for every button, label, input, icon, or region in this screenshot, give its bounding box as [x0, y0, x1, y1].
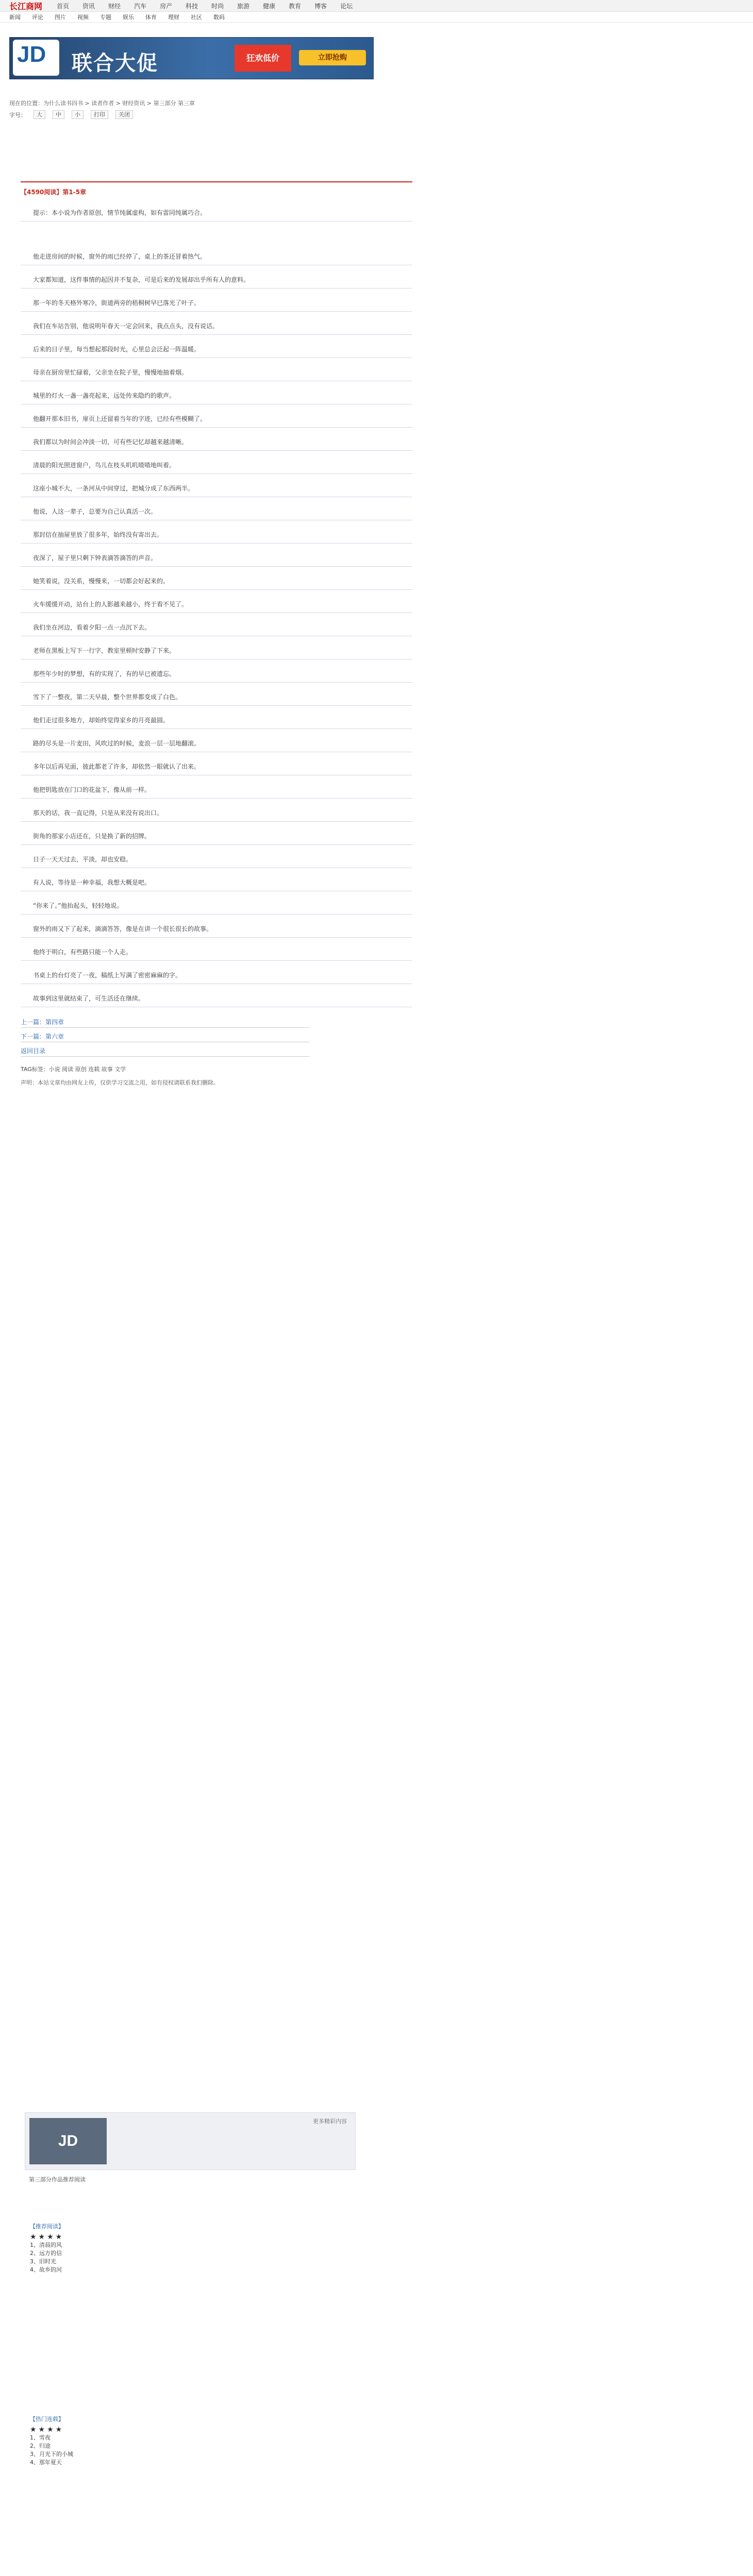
article-paragraph: 他说，人这一辈子，总要为自己认真活一次。	[21, 506, 412, 520]
copyright-notice: 声明：本站文章均由网友上传，仅供学习交流之用，如有侵权请联系我们删除。	[21, 1079, 219, 1086]
article-body	[21, 181, 412, 1088]
font-size-large-button[interactable]: 大	[34, 110, 45, 119]
article-paragraph: 他翻开那本旧书，扉页上还留着当年的字迹，已经有些模糊了。	[21, 414, 412, 428]
list-item[interactable]: 4、那年夏天	[30, 2459, 62, 2466]
subnav-item[interactable]: 体育	[145, 14, 157, 21]
article-paragraph: 他们走过很多地方，却始终觉得家乡的月亮最圆。	[21, 715, 412, 729]
article-paragraph: 城里的灯火一盏一盏亮起来，远处传来隐约的歌声。	[21, 391, 412, 404]
article-paragraph: “你来了。”他抬起头，轻轻地说。	[21, 901, 412, 914]
article-paragraph: 他把钥匙放在门口的花盆下，像从前一样。	[21, 785, 412, 799]
prev-link[interactable]: 上一篇：第四章	[21, 1018, 309, 1028]
subnav-item[interactable]: 专题	[100, 14, 111, 21]
nav-item[interactable]: 教育	[289, 2, 302, 10]
section-title: 【热门连载】	[30, 2416, 64, 2422]
nav-item[interactable]: 博客	[314, 2, 327, 10]
subnav-item[interactable]: 数码	[213, 14, 225, 21]
subnav-item[interactable]: 评论	[32, 14, 43, 21]
site-logo[interactable]: 长江商网	[9, 2, 43, 11]
article-paragraph: 清晨的阳光照进窗户，鸟儿在枝头叽叽喳喳地叫着。	[21, 460, 412, 474]
article-paragraph: 那天的话，我一直记得，只是从来没有说出口。	[21, 808, 412, 822]
promo-banner[interactable]	[9, 37, 374, 79]
second-banner[interactable]	[25, 2112, 356, 2170]
font-size-medium-button[interactable]: 中	[53, 110, 64, 119]
recommend-section	[30, 2415, 483, 2467]
article-paragraph: 我们在车站告别，他说明年春天一定会回来，我点点头，没有说话。	[21, 321, 412, 335]
section-title: 【推荐阅读】	[30, 2223, 64, 2230]
nav-item[interactable]: 资讯	[82, 2, 95, 10]
subnav-item[interactable]: 视频	[77, 14, 89, 21]
prev-next-links	[21, 1018, 412, 1057]
divider	[21, 181, 412, 182]
list-item[interactable]: 4、故乡的河	[30, 2266, 62, 2273]
article-paragraph: 窗外的雨又下了起来，滴滴答答，像是在讲一个很长很长的故事。	[21, 924, 412, 938]
article-paragraph: 书桌上的台灯亮了一夜，稿纸上写满了密密麻麻的字。	[21, 970, 412, 984]
font-size-small-button[interactable]: 小	[72, 110, 83, 119]
toc-link[interactable]: 返回目录	[21, 1046, 309, 1057]
article-paragraph: 火车缓缓开动，站台上的人影越来越小，终于看不见了。	[21, 599, 412, 613]
article-paragraph: 雪下了一整夜，第二天早晨，整个世界都变成了白色。	[21, 692, 412, 706]
article-paragraph: 街角的那家小店还在，只是换了新的招牌。	[21, 831, 412, 845]
article-paragraph: 有人说，等待是一种幸福，我想大概是吧。	[21, 877, 412, 891]
article-paragraph: 那一年的冬天格外寒冷，街道两旁的梧桐树早已落光了叶子。	[21, 298, 412, 312]
sub-nav	[0, 12, 753, 23]
nav-item[interactable]: 房产	[160, 2, 173, 10]
second-subtitle: 第三部分作品推荐阅读	[29, 2176, 86, 2183]
next-link[interactable]: 下一篇：第六章	[21, 1032, 309, 1042]
list-item[interactable]: 1、雪夜	[30, 2434, 51, 2441]
subnav-item[interactable]: 社区	[191, 14, 202, 21]
article-paragraph: 她笑着说，没关系，慢慢来，一切都会好起来的。	[21, 576, 412, 590]
article-paragraph: 夜深了，屋子里只剩下钟表滴答滴答的声音。	[21, 553, 412, 567]
article-paragraph: 那封信在抽屉里放了很多年，始终没有寄出去。	[21, 530, 412, 544]
subnav-item[interactable]: 新闻	[9, 14, 21, 21]
article-paragraph: 路的尽头是一片麦田，风吹过的时候，麦浪一层一层地翻滚。	[21, 738, 412, 752]
article-paragraph: 大家都知道，这件事情的起因并不复杂，可是后来的发展却出乎所有人的意料。	[21, 275, 412, 289]
promo-cta-button[interactable]: 立即抢购	[299, 50, 366, 65]
nav-item[interactable]: 论坛	[340, 2, 353, 10]
nav-item[interactable]: 旅游	[237, 2, 250, 10]
list-item[interactable]: 1、清晨的风	[30, 2242, 62, 2248]
list-item[interactable]: 2、归途	[30, 2443, 51, 2449]
font-size-label: 字号：	[9, 111, 26, 118]
article-paragraph: 这座小城不大，一条河从中间穿过，把城分成了东西两半。	[21, 483, 412, 497]
rating-stars-icon: ★★★★	[30, 2233, 64, 2241]
tag-list[interactable]: TAG标签：小说 阅读 原创 连载 故事 文学	[21, 1066, 126, 1073]
jd-logo: JD	[29, 2118, 107, 2164]
article-paragraph: 母亲在厨房里忙碌着，父亲坐在院子里，慢慢地抽着烟。	[21, 367, 412, 381]
top-nav	[57, 2, 353, 10]
article-paragraph: 他走进房间的时候，窗外的雨已经停了，桌上的茶还冒着热气。	[21, 251, 412, 265]
article-paragraph: 他终于明白，有些路只能一个人走。	[21, 947, 412, 961]
promo-title: 联合大促	[72, 52, 158, 75]
subnav-item[interactable]: 理财	[168, 14, 179, 21]
article-paragraph: 后来的日子里，每当想起那段时光，心里总会泛起一阵温暖。	[21, 344, 412, 358]
subnav-item[interactable]: 娱乐	[123, 14, 134, 21]
list-item[interactable]: 2、远方的信	[30, 2250, 62, 2257]
list-item[interactable]: 3、月光下的小城	[30, 2451, 73, 2458]
article-paragraph: 故事到这里就结束了，可生活还在继续。	[21, 993, 412, 1007]
article-paragraph: 提示：本小说为作者原创，情节纯属虚构，如有雷同纯属巧合。	[21, 208, 412, 222]
article-toolbar	[9, 110, 133, 119]
more-link[interactable]: 更多精彩内容	[313, 2118, 347, 2125]
top-bar	[0, 0, 753, 12]
print-button[interactable]: 打印	[91, 110, 108, 119]
promo-badge: 狂欢低价	[235, 45, 291, 72]
subnav-item[interactable]: 图片	[55, 14, 66, 21]
article-paragraph: 多年以后再见面，彼此都老了许多，却依然一眼就认了出来。	[21, 761, 412, 775]
nav-item[interactable]: 财经	[108, 2, 121, 10]
breadcrumb: 现在的位置：为什么读书四书 > 读者作者 > 财经资讯 > 第三部分 第三章	[9, 100, 195, 107]
nav-item[interactable]: 健康	[263, 2, 276, 10]
nav-item[interactable]: 首页	[57, 2, 70, 10]
article-paragraph: 我们都以为时间会冲淡一切，可有些记忆却越来越清晰。	[21, 437, 412, 451]
rating-stars-icon: ★★★★	[30, 2426, 64, 2434]
article-paragraph: 那些年少时的梦想，有的实现了，有的早已被遗忘。	[21, 669, 412, 683]
article-paragraph: 日子一天天过去，平淡，却也安稳。	[21, 854, 412, 868]
recommend-section	[30, 2223, 483, 2274]
article-paragraph: 我们坐在河边，看着夕阳一点一点沉下去。	[21, 622, 412, 636]
list-item[interactable]: 3、旧时光	[30, 2258, 56, 2265]
close-button[interactable]: 关闭	[115, 110, 133, 119]
nav-item[interactable]: 时尚	[211, 2, 224, 10]
recommend-list	[30, 2215, 483, 2576]
nav-item[interactable]: 汽车	[134, 2, 147, 10]
jd-logo: JD	[17, 42, 46, 67]
nav-item[interactable]: 科技	[186, 2, 198, 10]
article-head	[21, 188, 412, 196]
article-head-title: 【4590阅读】第1-5章	[21, 189, 87, 196]
article-paragraph: 老师在黑板上写下一行字，教室里顿时安静了下来。	[21, 646, 412, 659]
